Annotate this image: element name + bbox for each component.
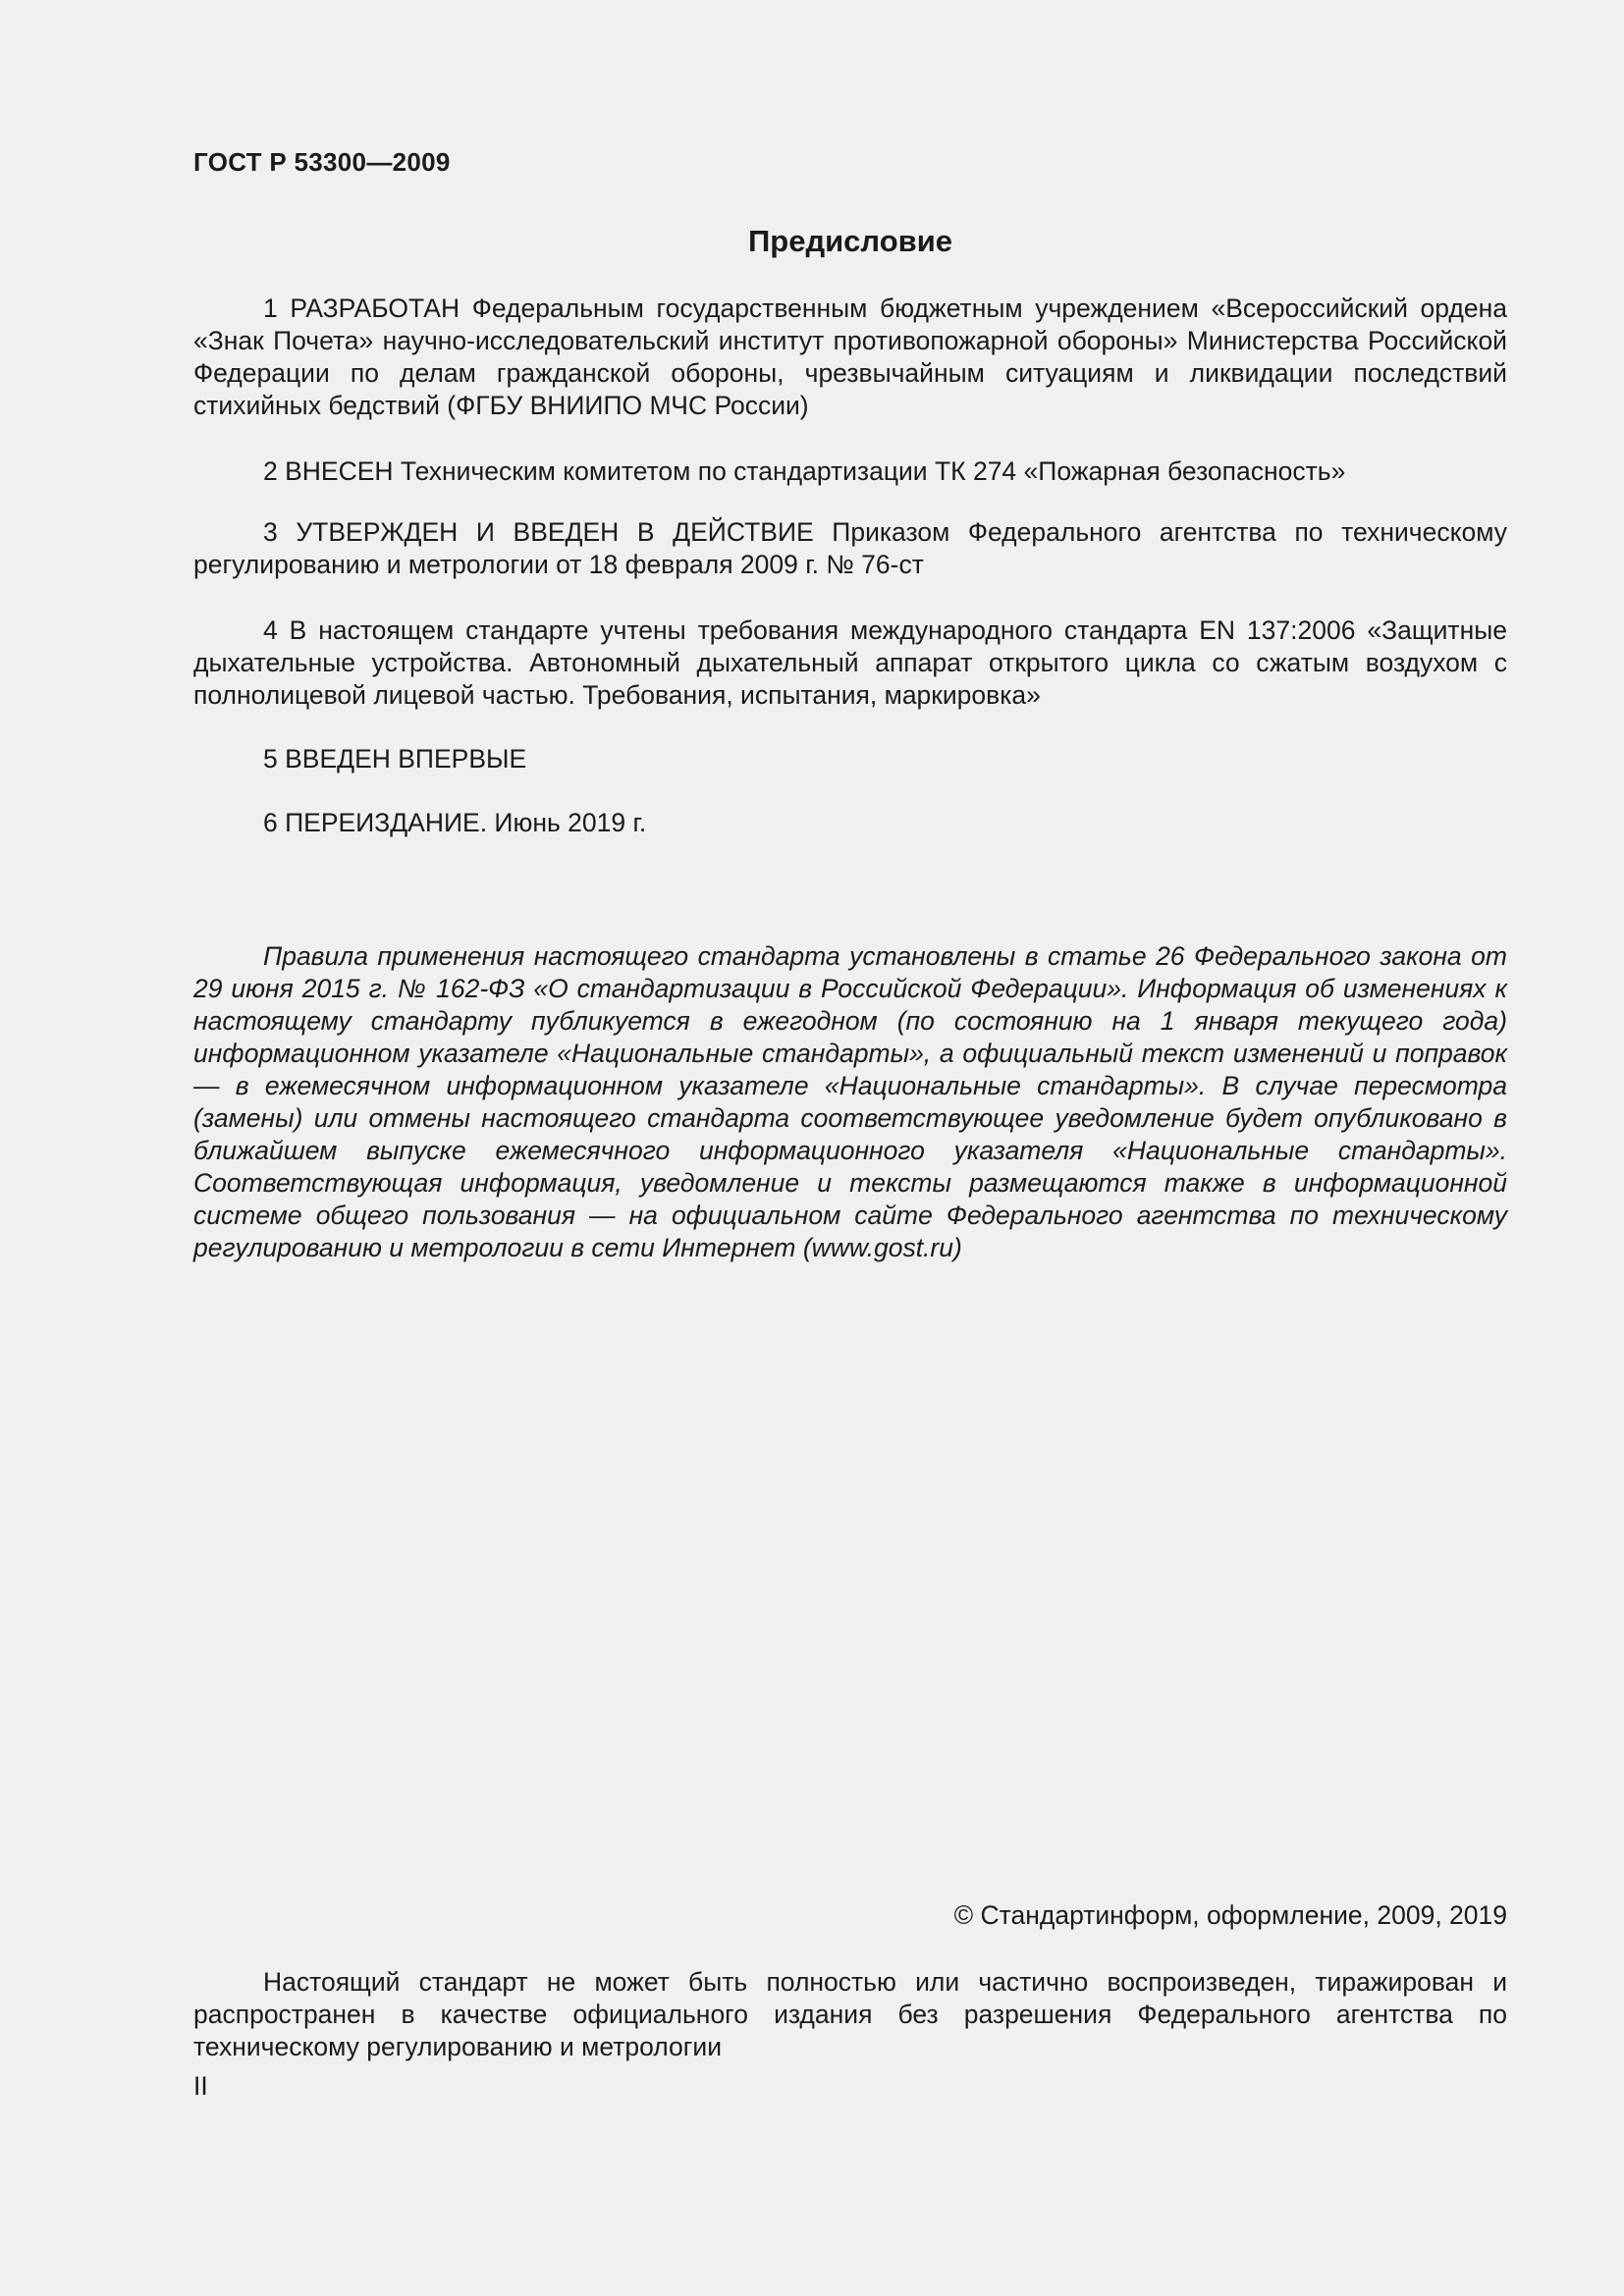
foreword-item-text: 6 ПЕРЕИЗДАНИЕ. Июнь 2019 г. bbox=[263, 808, 647, 837]
page-number: II bbox=[193, 2071, 208, 2101]
application-rules-note: Правила применения настоящего стандарта установлены в статье 26 Федерального закона от 29 июня 2015 г. № 162-ФЗ «О стандартизации в Российской Федерации». Информация об изменениях к настоящему стандарту публикуется в ежегодном (по состоянию на 1 января текущего года) информационном указателе «Национальные стандарты», а официальный текст изменений и поправок — в ежемесячном информационном указателе «Национальные стандарты». В случае пересмотра (замены) или отмены настоящего стандарта соответствующее уведомление будет опубликовано в ближайшем выпуске ежемесячного информационного указателя «Национальные стандарты». Соответствующая информация, уведомление и тексты размещаются также в информационной системе общего пользования — на официальном сайте Федерального агентства по техническому регулированию и метрологии в сети Интернет (www.gost.ru) bbox=[193, 941, 1507, 1262]
foreword-item-text: 5 ВВЕДЕН ВПЕРВЫЕ bbox=[263, 744, 527, 774]
reproduction-notice: Настоящий стандарт не может быть полностью или частично воспроизведен, тиражирован и распространен в качестве официального издания без разрешения Федерального агентства по техническому регулированию и метрологии bbox=[193, 1967, 1507, 2061]
section-title: Предисловие bbox=[747, 224, 952, 258]
foreword-item-5 bbox=[193, 743, 1507, 775]
foreword-item-text: 1 РАЗРАБОТАН Федеральным государственным бюджетным учреждением «Всероссийский ордена «Знак Почета» научно-исследовательский институт противопожарной обороны» Министерства Российской Федерации по делам гражданской обороны, чрезвычайным ситуациям и ликвидации последствий стихийных бедствий (ФГБУ ВНИИПО МЧС России) bbox=[193, 294, 1507, 420]
foreword-item-1 bbox=[193, 293, 1507, 422]
foreword-item-4 bbox=[193, 614, 1507, 712]
foreword-list bbox=[193, 293, 1507, 453]
foreword-item-2 bbox=[193, 455, 1507, 488]
foreword-item-text: 3 УТВЕРЖДЕН И ВВЕДЕН В ДЕЙСТВИЕ Приказом Федерального агентства по техническому регулированию и метрологии от 18 февраля 2009 г. № 76-ст bbox=[193, 517, 1507, 579]
foreword-item-6 bbox=[193, 807, 1507, 839]
foreword-list bbox=[193, 743, 1507, 806]
foreword-item-3 bbox=[193, 516, 1507, 581]
foreword-item-text: 2 ВНЕСЕН Техническим комитетом по стандартизации ТК 274 «Пожарная безопасность» bbox=[263, 456, 1346, 486]
foreword-item-text: 4 В настоящем стандарте учтены требования международного стандарта EN 137:2006 «Защитные дыхательные устройства. Автономный дыхательный аппарат открытого цикла со сжатым воздухом с полнолицевой лицевой частью. Требования, испытания, маркировка» bbox=[193, 615, 1507, 710]
foreword-list bbox=[193, 807, 1507, 870]
copyright-line: © Стандартинформ, оформление, 2009, 2019 bbox=[953, 1900, 1507, 1930]
foreword-list bbox=[193, 455, 1507, 518]
document-code: ГОСТ Р 53300—2009 bbox=[193, 147, 451, 177]
foreword-list bbox=[193, 614, 1507, 742]
foreword-list bbox=[193, 516, 1507, 612]
